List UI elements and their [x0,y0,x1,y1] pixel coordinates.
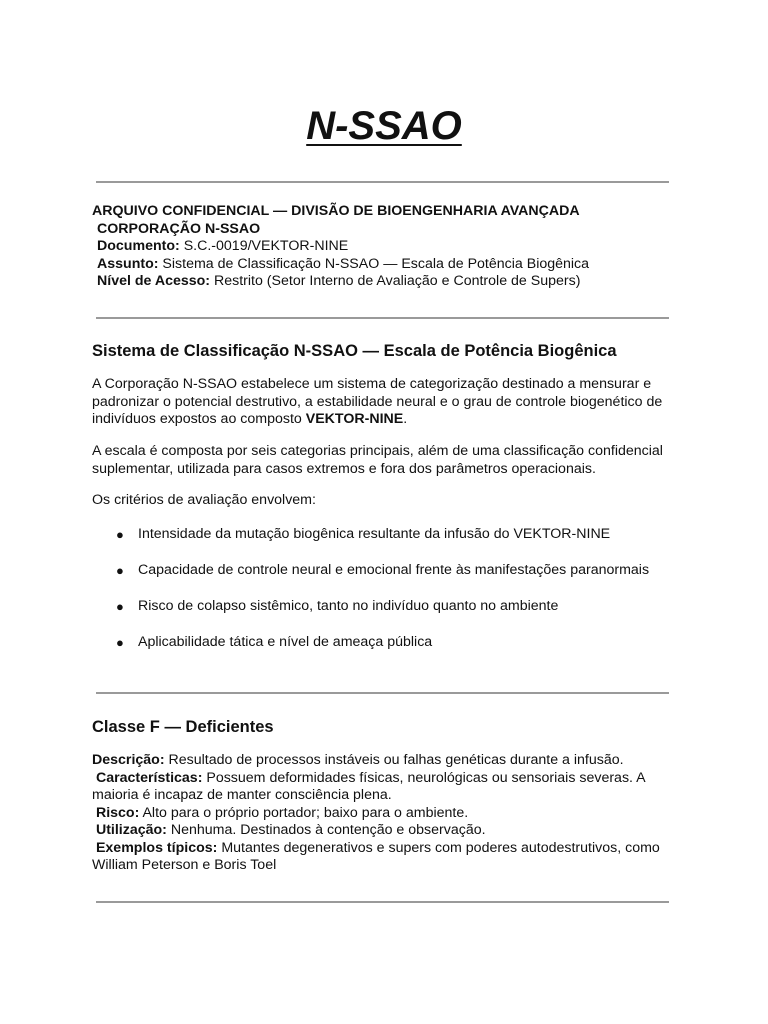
exemplos-line: Exemplos típicos: Mutantes degenerativos e supers com poderes autodestrutivos, como William Peterson e Boris Toel [92,839,660,873]
header-line-1: ARQUIVO CONFIDENCIAL — DIVISÃO DE BIOENGENHARIA AVANÇADA [92,203,580,219]
divider [96,901,669,903]
section1-heading: Sistema de Classificação N-SSAO — Escala de Potência Biogênica [92,342,617,360]
assunto-line: Assunto: Sistema de Classificação N-SSAO — Escala de Potência Biogênica [97,255,590,272]
utilizacao-line: Utilização: Nenhuma. Destinados à contenção e observação. [95,822,486,838]
header-line-2: CORPORAÇÃO N-SSAO [97,220,261,237]
criteria-list [92,526,672,670]
section1-paragraph-2: A escala é composta por seis categorias principais, além de uma classificação confidencial suplementar, utilizada para casos extremos e fora dos parâmetros operacionais. [92,443,663,477]
bullet-icon: ● [116,599,124,614]
section2-heading: Classe F — Deficientes [92,718,274,736]
bullet-icon: ● [116,527,124,542]
list-item: ● Aplicabilidade tática e nível de ameaça pública [116,634,433,650]
section1-paragraph-3: Os critérios de avaliação envolvem: [92,492,316,508]
list-item: ● Risco de colapso sistêmico, tanto no indivíduo quanto no ambiente [116,598,559,614]
divider [96,181,669,183]
document-title: N-SSAO [306,104,462,148]
header-block [92,203,672,291]
documento-line: Documento: S.C.-0019/VEKTOR-NINE [97,238,349,254]
list-item: ● Capacidade de controle neural e emocional frente às manifestações paranormais [116,562,650,578]
risco-line: Risco: Alto para o próprio portador; baixo para o ambiente. [95,804,469,821]
section1-paragraph-1: A Corporação N-SSAO estabelece um sistema de categorização destinado a mensurar e padronizar o potencial destrutivo, a estabilidade neural e o grau de controle biogenético de indivíduos expostos ao composto VEKTOR-NINE. [92,376,663,427]
bullet-icon: ● [116,563,124,578]
class-f-details [92,752,672,875]
descricao-line: Descrição: Resultado de processos instáveis ou falhas genéticas durante a infusão. [92,752,624,768]
divider [96,317,669,319]
bullet-icon: ● [116,635,124,650]
list-item: ● Intensidade da mutação biogênica resultante da infusão do VEKTOR-NINE [116,526,611,542]
divider [96,692,669,694]
caracteristicas-line: Características: Possuem deformidades físicas, neurológicas ou sensoriais severas. A maioria é incapaz de manter consciência plena. [92,769,645,803]
nivel-line: Nível de Acesso: Restrito (Setor Interno de Avaliação e Controle de Supers) [97,273,581,289]
